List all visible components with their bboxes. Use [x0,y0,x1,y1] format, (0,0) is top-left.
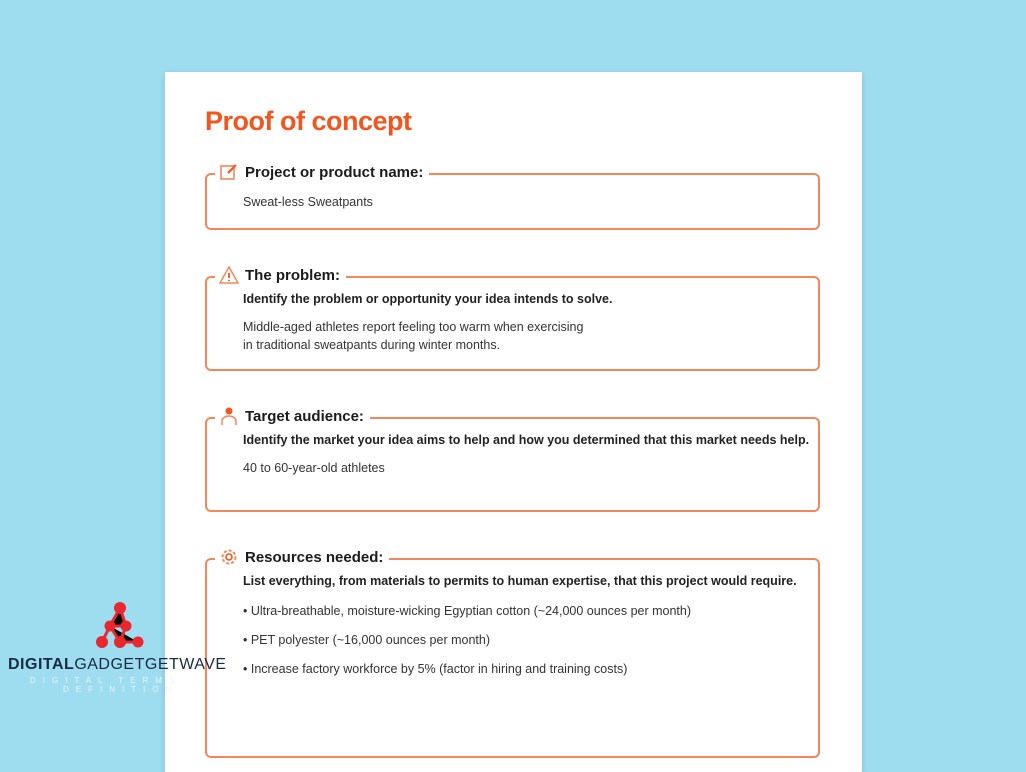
edit-icon [219,162,239,182]
list-item: • PET polyester (~16,000 ounces per month) [243,633,490,647]
section-heading: The problem: [245,266,341,284]
watermark-brand [8,656,227,674]
section-heading: Target audience: [245,407,364,425]
section-heading: Project or product name: [245,163,424,181]
watermark-tagline: DIGITAL TERMS [30,676,182,685]
section-subheading: Identify the market your idea aims to help and how you determined that this market needs help. [243,433,810,447]
brand-bold: DIGITAL [8,656,75,673]
list-item: • Ultra-breathable, moisture-wicking Egyptian cotton (~24,000 ounces per month) [243,604,692,618]
section-body [243,318,583,354]
warning-icon [219,265,239,285]
body-line: 40 to 60-year-old athletes [243,461,385,475]
body-line: in traditional sweatpants during winter months. [243,338,501,352]
brand-rest: GADGETGETWAVE [74,656,227,673]
section-target-audience [205,407,820,512]
section-body [243,193,373,222]
section-heading: Resources needed: [245,548,384,566]
section-project-name [205,163,820,230]
section-body [243,602,691,689]
network-logo-icon [90,600,150,650]
gear-icon [219,547,239,567]
page-title: Proof of concept [205,106,412,136]
watermark-tagline-2: DEFINITION [63,685,179,694]
list-item: • Increase factory workforce by 5% (factor in hiring and training costs) [243,662,628,676]
body-line: Middle-aged athletes report feeling too warm when exercising [243,320,584,334]
person-icon [219,406,239,426]
section-body [243,459,385,488]
section-subheading: Identify the problem or opportunity your idea intends to solve. [243,292,613,306]
section-problem [205,266,820,371]
body-line: Sweat-less Sweatpants [243,195,373,209]
section-subheading: List everything, from materials to permits to human expertise, that this project would require. [243,574,797,588]
section-resources [205,548,820,758]
